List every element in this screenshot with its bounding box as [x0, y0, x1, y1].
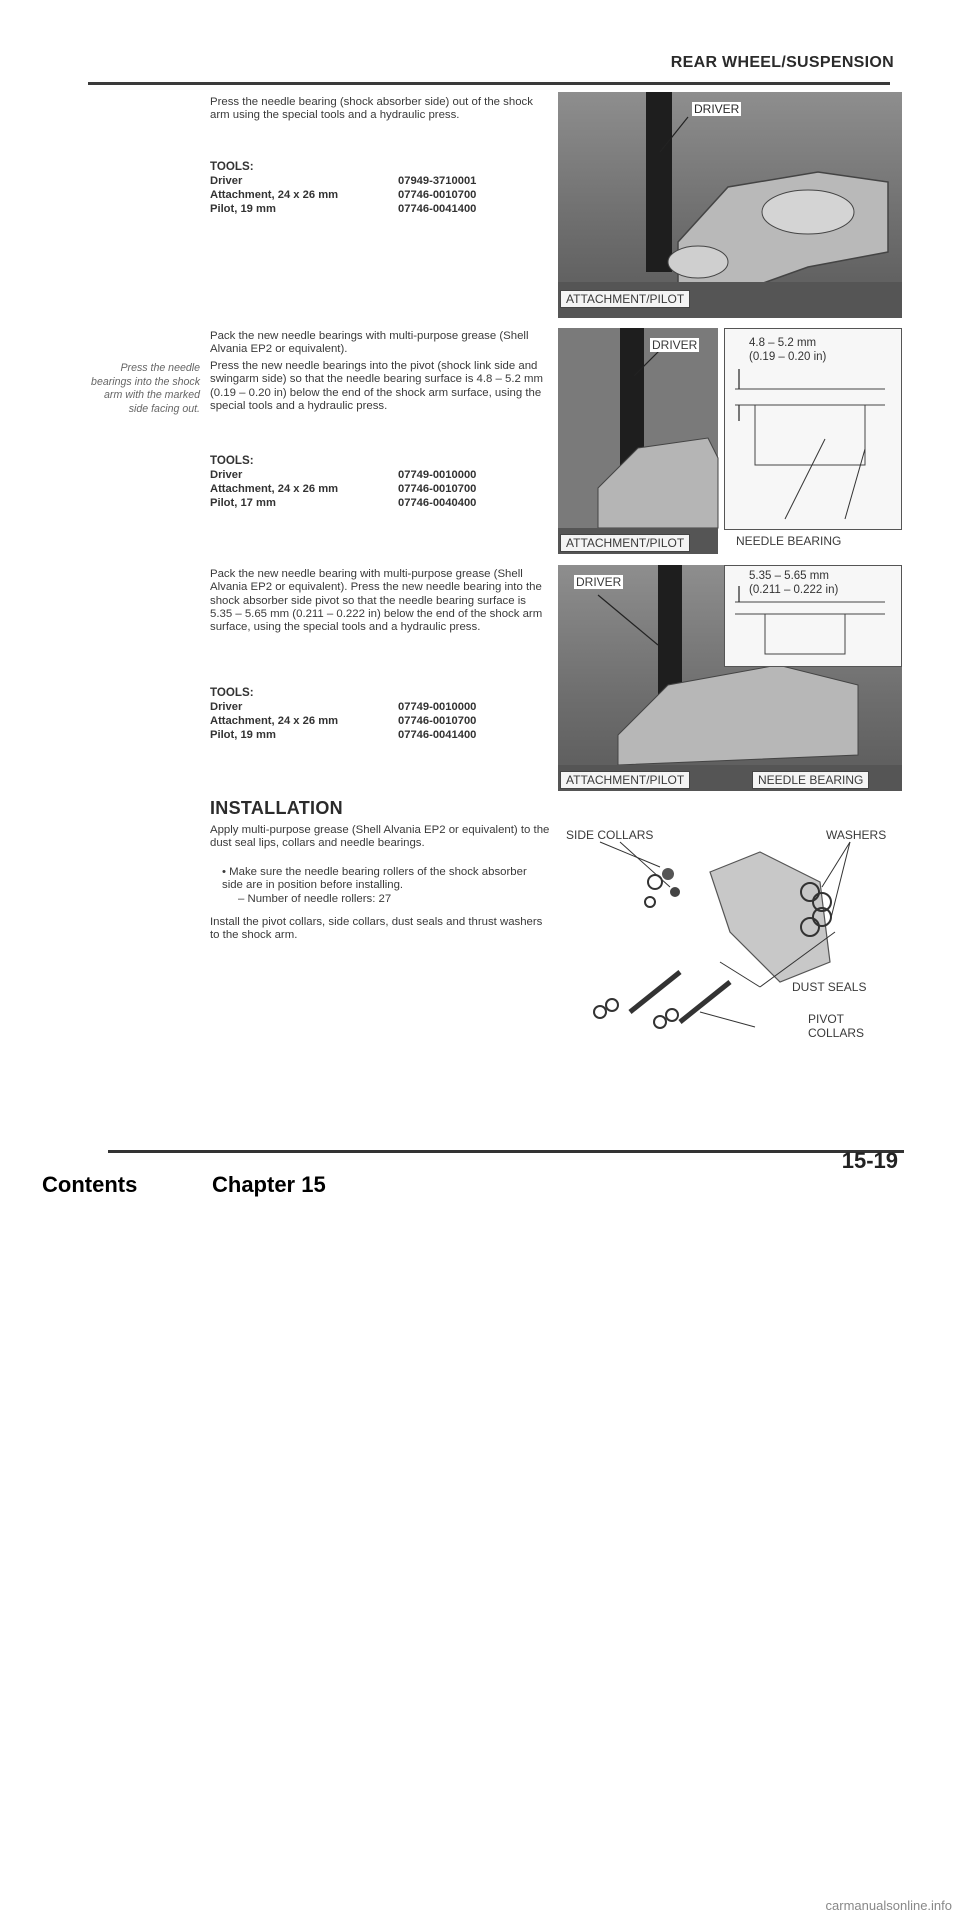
needle-bearing-label: NEEDLE BEARING: [752, 771, 869, 789]
step1-tools-list: [210, 174, 570, 216]
needle-bearing-label: NEEDLE BEARING: [736, 534, 842, 548]
side-note: Press the needle bearings into the shock arm with the marked side facing out.: [91, 362, 200, 415]
installation-roller-count: – Number of needle rollers: 27: [238, 893, 392, 905]
figure-bearing-install-pivot: [558, 328, 902, 554]
dimension-mm: 4.8 – 5.2 mm: [749, 337, 817, 349]
tool-row: Driver 07749-0010000: [210, 469, 477, 481]
step1-text: Press the needle bearing (shock absorber side) out of the shock arm using the special tools and a hydraulic press.: [210, 96, 533, 122]
footer-rule: [108, 1150, 904, 1153]
driver-label: DRIVER: [652, 338, 698, 352]
pivot-label: PIVOT: [808, 1012, 845, 1026]
dimension-mm: 5.35 – 5.65 mm: [749, 570, 829, 582]
driver-label: DRIVER: [576, 575, 622, 589]
attachment-pilot-label: ATTACHMENT/PILOT: [560, 290, 690, 308]
step3-tools-list: [210, 700, 570, 742]
installation-bullet: • Make sure the needle bearing rollers of the shock absorber side are in position before installing.: [222, 866, 527, 892]
dimension-inset: [724, 565, 902, 667]
bullet-icon: •: [222, 866, 230, 878]
step3-tools-label: TOOLS:: [210, 686, 254, 699]
tool-row: Attachment, 24 x 26 mm 07746-0010700: [210, 189, 477, 201]
collars-label: COLLARS: [808, 1026, 865, 1040]
attachment-pilot-label: ATTACHMENT/PILOT: [560, 534, 690, 552]
shock-arm-illustration: [558, 92, 902, 318]
dust-seals-label: DUST SEALS: [792, 980, 867, 994]
step1-tools-label: TOOLS:: [210, 160, 254, 173]
installation-install-text: Install the pivot collars, side collars, dust seals and thrust washers to the shock arm.: [210, 916, 543, 942]
page-number: 15-19: [841, 1148, 898, 1173]
installation-heading: INSTALLATION: [210, 798, 343, 818]
tool-row: Pilot, 19 mm 07746-0041400: [210, 203, 477, 215]
figure-installation-exploded: [560, 812, 904, 1062]
tool-row: Driver 07949-3710001: [210, 175, 477, 187]
dimension-in: (0.19 – 0.20 in): [749, 351, 827, 363]
tool-row: Driver 07749-0010000: [210, 701, 477, 713]
step2-pack-text: Pack the new needle bearings with multi-purpose grease (Shell Alvania EP2 or equivalent).: [210, 330, 529, 356]
driver-label: DRIVER: [694, 102, 740, 116]
chapter-link[interactable]: Chapter 15: [212, 1172, 326, 1197]
step2-tools-list: [210, 468, 570, 510]
header-rule: [88, 82, 890, 85]
dimension-in: (0.211 – 0.222 in): [749, 584, 839, 596]
step2-press-text: Press the new needle bearings into the pivot (shock link side and swingarm side) so that the needle bearing surface is 4.8 – 5.2 mm (0.19 – 0.20 in) below the end of the shock arm surface, using the special tools and a hydraulic press.: [210, 360, 544, 412]
tool-row: Attachment, 24 x 26 mm 07746-0010700: [210, 715, 477, 727]
installation-text: Apply multi-purpose grease (Shell Alvania EP2 or equivalent) to the dust seal lips, collars and needle bearings.: [210, 824, 550, 850]
contents-link[interactable]: Contents: [42, 1172, 138, 1197]
tool-row: Pilot, 19 mm 07746-0041400: [210, 729, 477, 741]
step3-text: Pack the new needle bearing with multi-purpose grease (Shell Alvania EP2 or equivalent). Press the new needle bearing into the shock absorber side pivot so that the needle bearing surface is 5.35 – 5.65 mm (0.211 – 0.222 in) below the end of the shock arm surface, using the special tools and a hydraulic press.: [210, 568, 543, 634]
dimension-inset: [724, 328, 902, 530]
washers-label: WASHERS: [826, 828, 887, 842]
exploded-view-illustration: [560, 812, 904, 1062]
watermark: carmanualsonline.info: [825, 1898, 952, 1913]
step2-tools-label: TOOLS:: [210, 454, 254, 467]
attachment-pilot-label: ATTACHMENT/PILOT: [560, 771, 690, 789]
tool-row: Pilot, 17 mm 07746-0040400: [210, 497, 477, 509]
section-title: REAR WHEEL/SUSPENSION: [670, 54, 894, 71]
figure-bearing-install-shock-side: [558, 565, 902, 791]
side-collars-label: SIDE COLLARS: [566, 828, 654, 842]
tool-row: Attachment, 24 x 26 mm 07746-0010700: [210, 483, 477, 495]
figure-driver-removal: [558, 92, 902, 318]
